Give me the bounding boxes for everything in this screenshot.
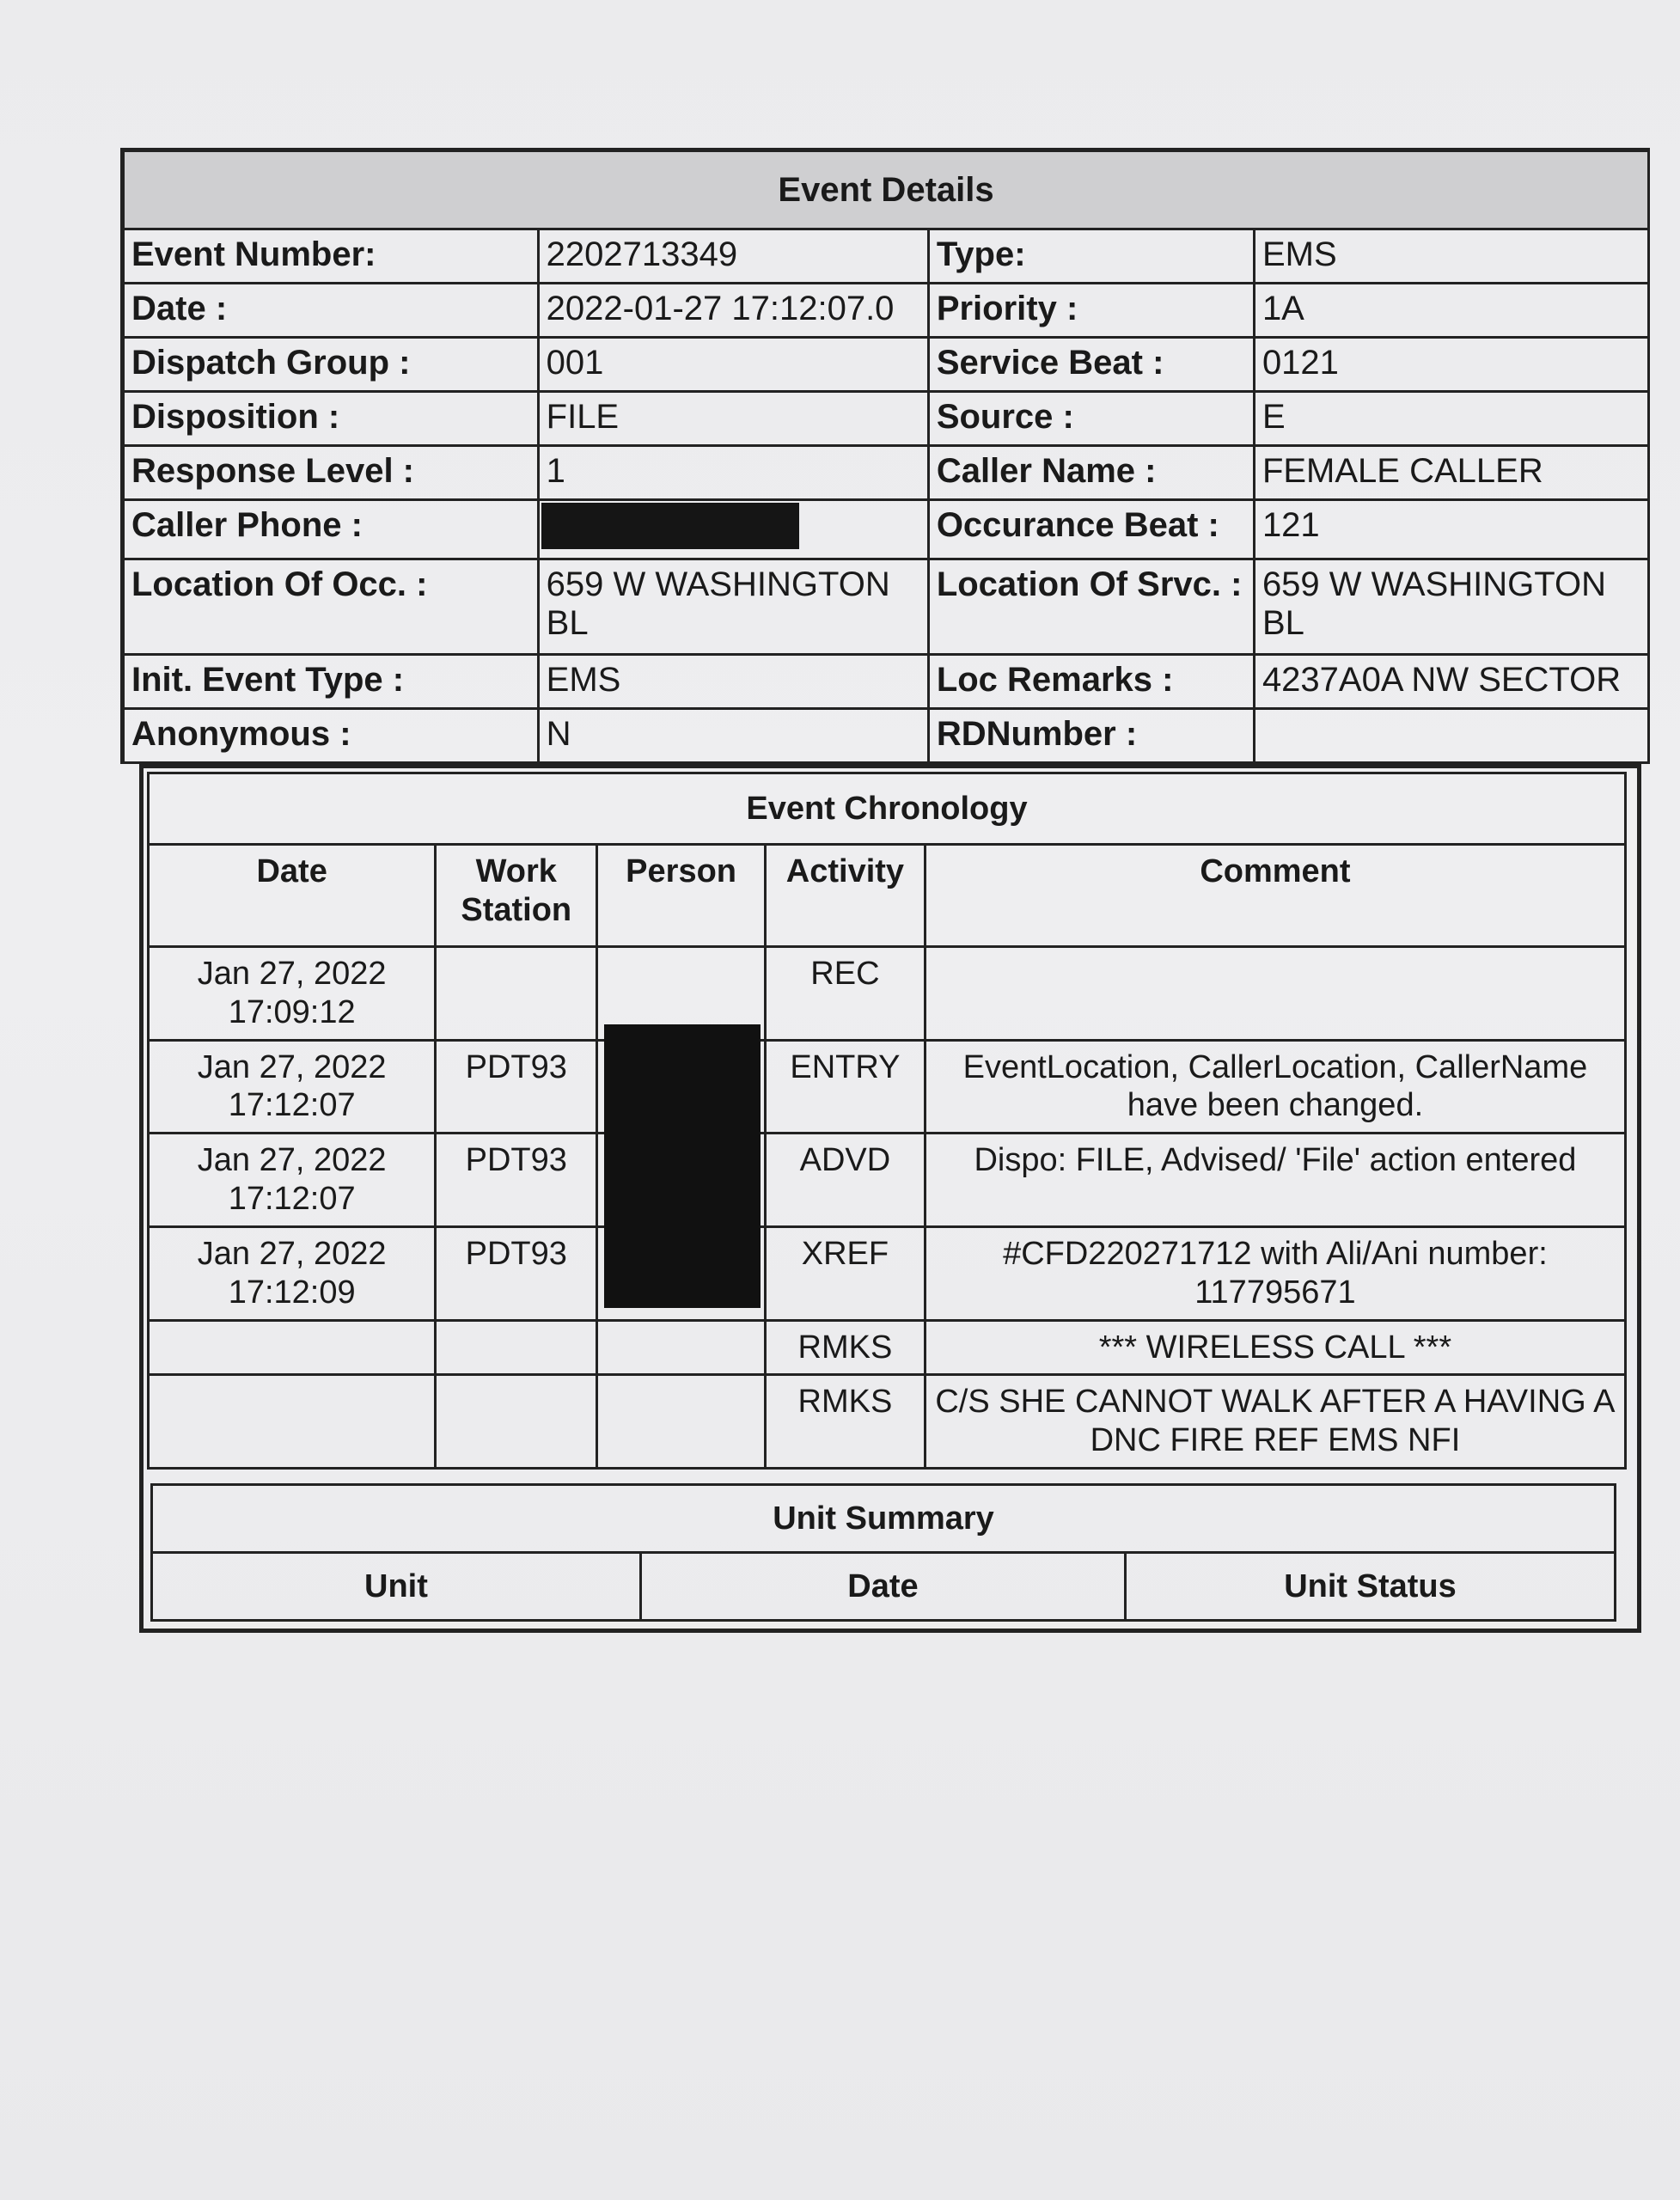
value-caller-phone xyxy=(538,500,928,559)
value-source: E xyxy=(1254,392,1648,446)
unit-summary-title: Unit Summary xyxy=(152,1485,1616,1553)
col-unit-status: Unit Status xyxy=(1125,1553,1615,1621)
value-date: 2022-01-27 17:12:07.0 xyxy=(538,284,928,338)
row-date: Jan 27, 2022 17:12:07 xyxy=(149,1040,436,1134)
label-type: Type: xyxy=(928,229,1254,284)
event-chronology-table xyxy=(147,772,1627,1470)
col-date: Date xyxy=(149,845,436,947)
label-location-occ: Location Of Occ. : xyxy=(123,559,539,655)
event-details-title: Event Details xyxy=(123,150,1649,229)
row-comment: #CFD220271712 with Ali/Ani number: 117795671 xyxy=(925,1226,1625,1320)
label-dispatch-group: Dispatch Group : xyxy=(123,338,539,392)
label-loc-remarks: Loc Remarks : xyxy=(928,655,1254,709)
row-work-station: PDT93 xyxy=(436,1040,597,1134)
row-comment: EventLocation, CallerLocation, CallerName have been changed. xyxy=(925,1040,1625,1134)
unit-summary-table xyxy=(150,1483,1616,1622)
table-row xyxy=(149,1320,1626,1375)
redaction-block xyxy=(541,503,799,549)
value-caller-name: FEMALE CALLER xyxy=(1254,446,1648,500)
label-priority: Priority : xyxy=(928,284,1254,338)
label-occurance-beat: Occurance Beat : xyxy=(928,500,1254,559)
chronology-title: Event Chronology xyxy=(149,773,1626,845)
row-work-station xyxy=(436,947,597,1041)
label-disposition: Disposition : xyxy=(123,392,539,446)
value-event-number: 2202713349 xyxy=(538,229,928,284)
table-row xyxy=(149,1040,1626,1134)
value-dispatch-group: 001 xyxy=(538,338,928,392)
table-row xyxy=(149,1226,1626,1320)
col-activity: Activity xyxy=(765,845,925,947)
row-comment: C/S SHE CANNOT WALK AFTER A HAVING A DNC FIRE REF EMS NFI xyxy=(925,1375,1625,1469)
label-init-event-type: Init. Event Type : xyxy=(123,655,539,709)
row-date: Jan 27, 2022 17:12:09 xyxy=(149,1226,436,1320)
col-unit: Unit xyxy=(152,1553,641,1621)
row-work-station xyxy=(436,1375,597,1469)
value-location-occ: 659 W WASHINGTON BL xyxy=(538,559,928,655)
label-response-level: Response Level : xyxy=(123,446,539,500)
value-service-beat: 0121 xyxy=(1254,338,1648,392)
col-comment: Comment xyxy=(925,845,1625,947)
value-type: EMS xyxy=(1254,229,1648,284)
label-anonymous: Anonymous : xyxy=(123,709,539,763)
label-service-beat: Service Beat : xyxy=(928,338,1254,392)
row-activity: RMKS xyxy=(765,1375,925,1469)
value-disposition: FILE xyxy=(538,392,928,446)
row-person xyxy=(597,1320,766,1375)
row-work-station: PDT93 xyxy=(436,1226,597,1320)
value-loc-remarks: 4237A0A NW SECTOR xyxy=(1254,655,1648,709)
row-person xyxy=(597,1375,766,1469)
event-report-sheet xyxy=(120,148,1650,1633)
row-date: Jan 27, 2022 17:09:12 xyxy=(149,947,436,1041)
row-date: Jan 27, 2022 17:12:07 xyxy=(149,1134,436,1227)
col-person: Person xyxy=(597,845,766,947)
row-activity: ADVD xyxy=(765,1134,925,1227)
row-date xyxy=(149,1375,436,1469)
label-caller-name: Caller Name : xyxy=(928,446,1254,500)
value-location-srvc: 659 W WASHINGTON BL xyxy=(1254,559,1648,655)
row-comment: *** WIRELESS CALL *** xyxy=(925,1320,1625,1375)
label-rdnumber: RDNumber : xyxy=(928,709,1254,763)
chronology-section xyxy=(139,764,1641,1633)
value-response-level: 1 xyxy=(538,446,928,500)
row-work-station: PDT93 xyxy=(436,1134,597,1227)
row-comment: Dispo: FILE, Advised/ 'File' action entered xyxy=(925,1134,1625,1227)
value-rdnumber xyxy=(1254,709,1648,763)
label-date: Date : xyxy=(123,284,539,338)
value-init-event-type: EMS xyxy=(538,655,928,709)
event-details-table xyxy=(120,148,1650,764)
col-work-station: Work Station xyxy=(436,845,597,947)
row-activity: RMKS xyxy=(765,1320,925,1375)
col-unit-date: Date xyxy=(640,1553,1125,1621)
row-date xyxy=(149,1320,436,1375)
label-caller-phone: Caller Phone : xyxy=(123,500,539,559)
label-source: Source : xyxy=(928,392,1254,446)
row-activity: XREF xyxy=(765,1226,925,1320)
row-work-station xyxy=(436,1320,597,1375)
table-row xyxy=(149,1375,1626,1469)
row-activity: ENTRY xyxy=(765,1040,925,1134)
label-event-number: Event Number: xyxy=(123,229,539,284)
redaction-block xyxy=(604,1024,761,1308)
value-occurance-beat: 121 xyxy=(1254,500,1648,559)
table-row xyxy=(149,1134,1626,1227)
table-row xyxy=(149,947,1626,1041)
row-activity: REC xyxy=(765,947,925,1041)
value-priority: 1A xyxy=(1254,284,1648,338)
row-comment xyxy=(925,947,1625,1041)
label-location-srvc: Location Of Srvc. : xyxy=(928,559,1254,655)
value-anonymous: N xyxy=(538,709,928,763)
